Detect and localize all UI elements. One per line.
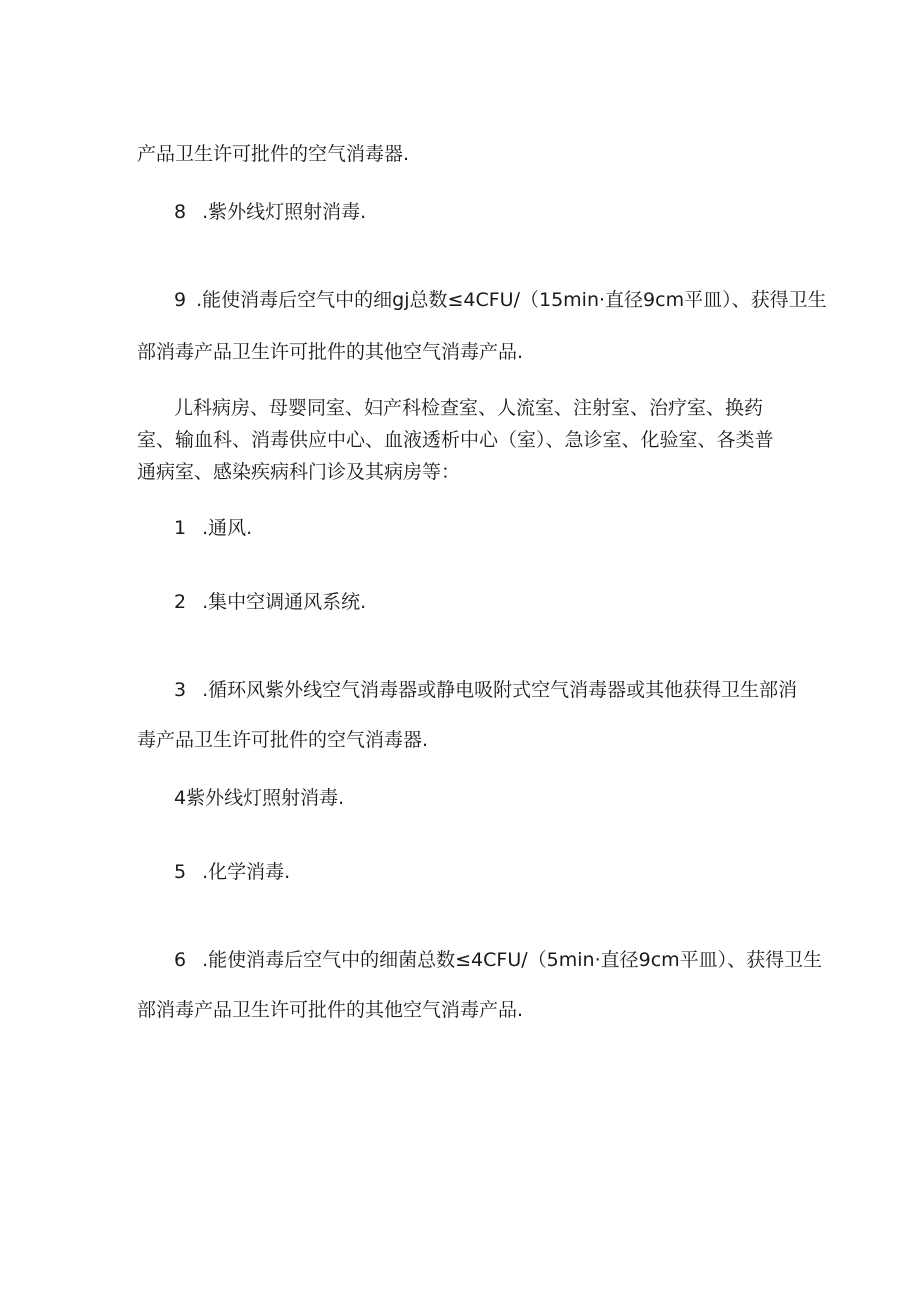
paragraph-line bbox=[137, 728, 428, 752]
list-item-4 bbox=[174, 786, 344, 810]
line-text: .能使消毒后空气中的细菌总数≤4CFU∕（5min·直径9cm平皿）、获得卫生 bbox=[202, 949, 823, 971]
list-item-9 bbox=[174, 288, 827, 312]
list-item-6 bbox=[174, 948, 822, 972]
line-text: .能使消毒后空气中的细gj总数≤4CFU∕（15min·直径9cm平皿）、获得卫生 bbox=[196, 289, 827, 311]
paragraph-line bbox=[137, 428, 774, 452]
section-intro-line bbox=[174, 396, 763, 420]
list-item-8 bbox=[174, 200, 366, 224]
list-number: 9 bbox=[174, 289, 187, 311]
list-item-3 bbox=[174, 678, 797, 702]
line-text: .集中空调通风系统. bbox=[202, 591, 367, 613]
paragraph-line bbox=[137, 142, 409, 166]
line-text: .化学消毒. bbox=[202, 861, 291, 883]
line-text: .紫外线灯照射消毒. bbox=[202, 201, 367, 223]
paragraph-line bbox=[137, 998, 523, 1022]
list-number: 6 bbox=[174, 949, 187, 971]
list-number: 3 bbox=[174, 679, 187, 701]
line-text: .通风. bbox=[202, 517, 253, 539]
list-number: 1 bbox=[174, 517, 187, 539]
list-number: 8 bbox=[174, 201, 187, 223]
list-number: 5 bbox=[174, 861, 187, 883]
line-text: 产品卫生许可批件的空气消毒器. bbox=[137, 143, 410, 165]
line-text: 通病室、感染疾病科门诊及其病房等： bbox=[137, 461, 461, 483]
list-number: 2 bbox=[174, 591, 187, 613]
line-text: 毒产品卫生许可批件的空气消毒器. bbox=[137, 729, 429, 751]
line-text: 部消毒产品卫生许可批件的其他空气消毒产品. bbox=[137, 999, 524, 1021]
list-item-1 bbox=[174, 516, 252, 540]
paragraph-line bbox=[137, 460, 460, 484]
line-text: 部消毒产品卫生许可批件的其他空气消毒产品. bbox=[137, 341, 524, 363]
line-text: 室、输血科、消毒供应中心、血液透析中心（室）、急诊室、化验室、各类普 bbox=[137, 429, 774, 451]
line-text: .循环风紫外线空气消毒器或静电吸附式空气消毒器或其他获得卫生部消 bbox=[202, 679, 798, 701]
line-text: 儿科病房、母婴同室、妇产科检查室、人流室、注射室、治疗室、换药 bbox=[174, 397, 764, 419]
list-item-5 bbox=[174, 860, 290, 884]
line-text: 4紫外线灯照射消毒. bbox=[174, 787, 345, 809]
list-item-2 bbox=[174, 590, 366, 614]
paragraph-line bbox=[137, 340, 523, 364]
